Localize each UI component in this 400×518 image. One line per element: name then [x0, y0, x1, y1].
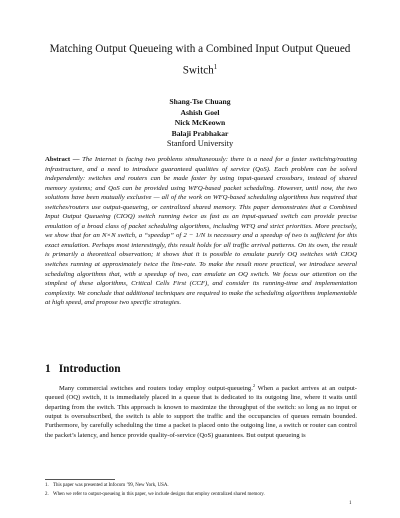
section-heading — [45, 363, 121, 375]
title-line-2 — [40, 58, 360, 80]
intro-paragraph — [45, 381, 357, 440]
author-name: Nick McKeown — [174, 118, 226, 128]
abstract-text: The Internet is facing two problems simultaneously: there is a need for a faster switching/routing infrastructure, and a need to introduce guaranteed qualities of service (QoS). Each problem can be solved independently: switches and routers can be made faster by using input-queued crossbars, instead of shared memory systems; and QoS can be provided using WFQ-based packet scheduling. However, until now, the two solutions have been mutually exclusive — all of the work on WFQ-based scheduling algorithms has required that switches/routers use output-queueing, or centralized shared memory. This paper demonstrates that a Combined Input Output Queueing (CIOQ) switch running twice as fast as an input-queued switch can provide precise emulation of a broad class of packet scheduling algorithms, including WFQ and strict priorities. More precisely, we show that for an N×N switch, a “speedup” of 2 − 1/N is necessary and a speedup of two is sufficient for this exact emulation. Perhaps most interestingly, this result holds for all traffic arrival patterns. On its own, the result is primarily a theoretical observation; it shows that it is possible to emulate purely OQ switches with CIOQ switches running at approximately twice the line-rate. To make the result more practical, we introduce several scheduling algorithms that, with a speedup of two, can emulate an OQ switch. We focus our attention on the simplest of these algorithms, Critical Cells First (CCF), and consider its running-time and implementation complexity. We conclude that additional techniques are required to make the scheduling algorithms implementable at high speed, and propose two specific strategies. — [45, 156, 358, 307]
abstract-lead: Abstract — — [45, 156, 80, 163]
page-number: 1 — [349, 501, 352, 506]
author-name: Shang-Tse Chuang — [169, 97, 231, 106]
footnote-rule — [45, 479, 115, 480]
affiliation: Stanford University — [166, 139, 234, 148]
footnote-number: 2. — [45, 492, 49, 497]
author-list — [100, 97, 300, 139]
title-line-2-text: Switch — [182, 64, 214, 77]
intro-text-1: Many commercial switches and routers today employ output-queueing. — [59, 385, 253, 393]
paper-title — [40, 40, 360, 80]
section-title: Introduction — [58, 363, 121, 375]
title-line-1: Matching Output Queueing with a Combined Input Output Queued — [49, 43, 351, 55]
footnote-text: When we refer to output-queueing in this paper, we include designs that employ centralized shared memory. — [53, 492, 265, 497]
author-name: Balaji Prabhakar — [171, 128, 229, 138]
intro-text-2: When a packet arrives at an output-queued (OQ) switch, it is immediately placed in a queue that is dedicated to its outgoing line, where it waits until departing from the switch. This approach is known to maximize the throughput of the switch: so long as no input or output is oversubscribed, the switch is able to support the traffic and the occupancies of queues remain bounded. Furthermore, by carefully scheduling the time a packet is placed onto the outgoing line, a switch or router can control the packet’s latency, and hence provide quality-of-service (QoS) guarantees. But output queueing is — [45, 385, 357, 439]
title-footnote-mark: 1 — [213, 63, 218, 71]
abstract — [45, 155, 357, 308]
footnote-2 — [45, 492, 357, 498]
footnote-text: This paper was presented at Infocom ’99, New York, USA. — [53, 483, 169, 488]
footnote-1 — [45, 483, 357, 489]
footnote-number: 1. — [45, 483, 49, 488]
author-name: Ashish Goel — [180, 107, 220, 117]
intro-footnote-mark: 2 — [252, 383, 256, 388]
section-number: 1 — [45, 363, 51, 375]
